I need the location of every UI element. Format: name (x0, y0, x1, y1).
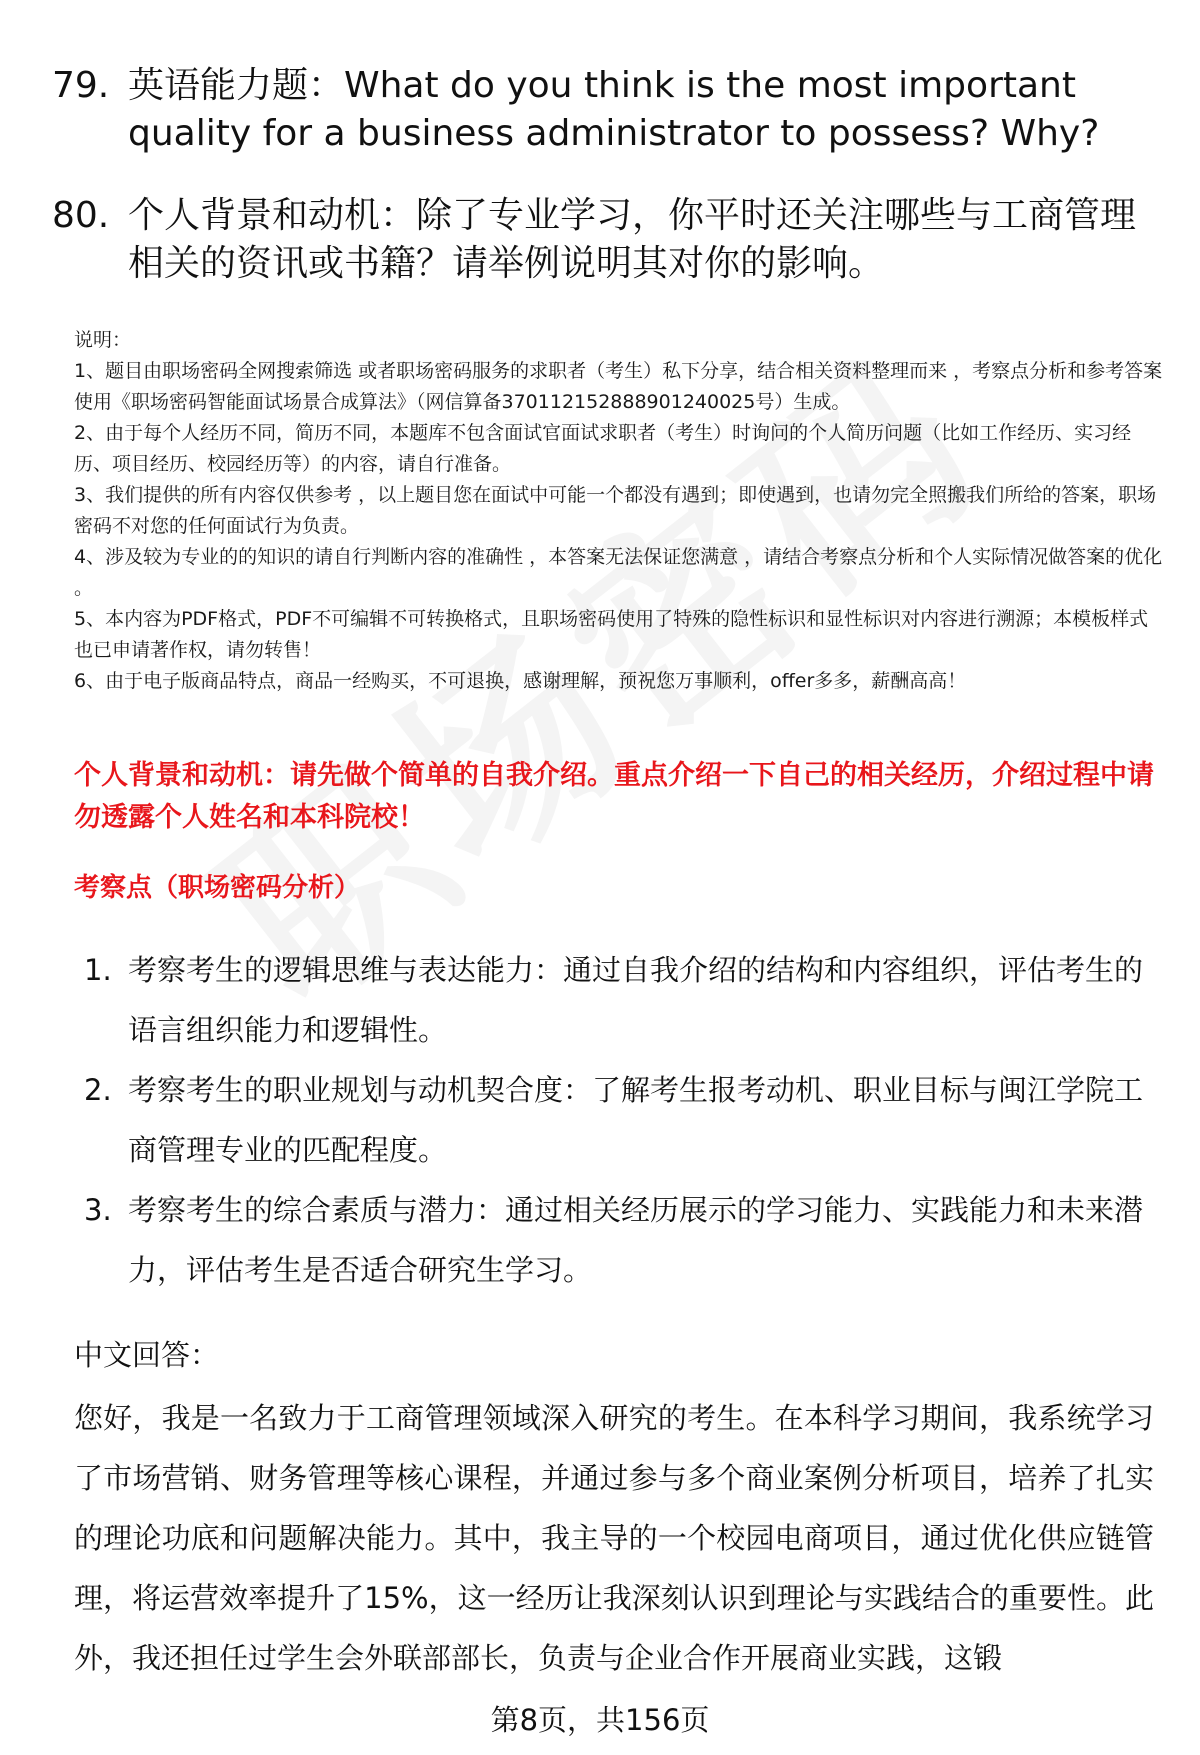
analysis-title: 考察点（职场密码分析） (74, 873, 361, 903)
note-item: 1、题目由职场密码全网搜索筛选 或者职场密码服务的求职者（考生）私下分享，结合相关资料整理而来 ，考察点分析和参考答案使用《职场密码智能面试场景合成算法》（网信算备370112152888901240025号）生成。 (74, 360, 1163, 413)
notes-title: 说明： (74, 329, 132, 351)
note-item: 5、本内容为PDF格式，PDF不可编辑不可转换格式，且职场密码使用了特殊的隐性标识和显性标识对内容进行溯源；本模板样式也已申请著作权，请勿转售！ (74, 608, 1149, 661)
answer-text: 您好，我是一名致力于工商管理领域深入研究的考生。在本科学习期间，我系统学习了市场营销、财务管理等核心课程，并通过参与多个商业案例分析项目，培养了扎实的理论功底和问题解决能力。其中，我主导的一个校园电商项目，通过优化供应链管理，将运营效率提升了15%，这一经历让我深刻认识到理论与实践结合的重要性。此外，我还担任过学生会外联部部长，负责与企业合作开展商业实践，这锻 (74, 1401, 1154, 1675)
list-item (84, 1060, 1164, 1180)
list-item-text: 考察考生的职业规划与动机契合度：了解考生报考动机、职业目标与闽江学院工商管理专业的匹配程度。 (128, 1073, 1144, 1167)
question-text: 英语能力题：What do you think is the most important quality for a business administrator to possess? Why? (128, 65, 1100, 154)
note-item: 6、由于电子版商品特点，商品一经购买，不可退换，感谢理解，预祝您万事顺利，offer多多，薪酬高高！ (74, 670, 967, 692)
list-item-number: 3. (84, 1193, 112, 1227)
question-79 (52, 62, 1152, 158)
notes-section (74, 325, 1164, 697)
list-item-number: 2. (84, 1073, 112, 1107)
question-80 (52, 192, 1152, 288)
list-item-number: 1. (84, 953, 112, 987)
list-item (84, 940, 1164, 1060)
question-text: 个人背景和动机：除了专业学习，你平时还关注哪些与工商管理相关的资讯或书籍？请举例说明其对你的影响。 (128, 195, 1137, 284)
current-question-heading: 个人背景和动机：请先做个简单的自我介绍。重点介绍一下自己的相关经历，介绍过程中请勿透露个人姓名和本科院校！ (74, 760, 1154, 833)
list-item-text: 考察考生的综合素质与潜力：通过相关经历展示的学习能力、实践能力和未来潜力，评估考生是否适合研究生学习。 (128, 1193, 1144, 1287)
analysis-points-list (84, 940, 1164, 1300)
answer-label: 中文回答： (74, 1338, 220, 1372)
page-footer: 第8页，共156页 (490, 1703, 710, 1737)
note-item: 3、我们提供的所有内容仅供参考 ，以上题目您在面试中可能一个都没有遇到；即使遇到，也请勿完全照搬我们所给的答案，职场密码不对您的任何面试行为负责。 (74, 484, 1157, 537)
list-item-text: 考察考生的逻辑思维与表达能力：通过自我介绍的结构和内容组织，评估考生的语言组织能力和逻辑性。 (128, 953, 1144, 1047)
note-item: 2、由于每个人经历不同，简历不同，本题库不包含面试官面试求职者（考生）时询问的个人简历问题（比如工作经历、实习经历、项目经历、校园经历等）的内容，请自行准备。 (74, 422, 1132, 475)
question-number: 80. (52, 195, 110, 236)
note-item: 4、涉及较为专业的的知识的请自行判断内容的准确性 ，本答案无法保证您满意 ，请结合考察点分析和个人实际情况做答案的优化 。 (74, 546, 1163, 599)
question-number: 79. (52, 65, 110, 106)
list-item (84, 1180, 1164, 1300)
